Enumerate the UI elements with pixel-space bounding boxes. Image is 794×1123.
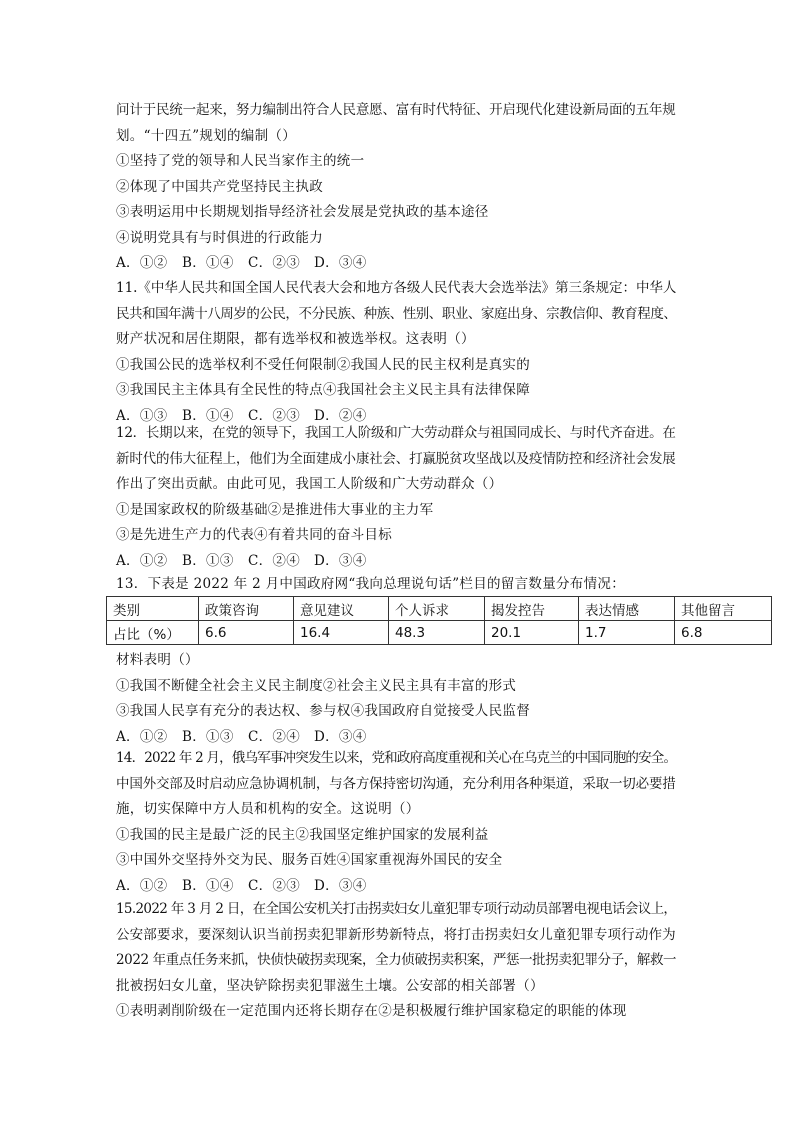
table-header-cell: 个人诉求 <box>389 597 485 621</box>
question-15 <box>116 897 676 1025</box>
answer-options <box>116 251 676 277</box>
question-text-line: 14．2022 年 2 月，俄乌军事冲突发生以来，党和政府高度重视和关心在乌克兰的中国同胞的安全。 <box>116 750 677 766</box>
option-c: C．②④ <box>248 552 301 569</box>
question-14 <box>116 746 676 899</box>
table-cell: 占比（%） <box>107 621 199 645</box>
choice-statement: ④说明党具有与时俱进的行政能力 <box>116 229 323 246</box>
choice-statement: ①是国家政权的阶级基础②是推进伟大事业的主力军 <box>116 501 434 518</box>
option-d: D．③④ <box>314 728 367 745</box>
table-header-cell: 类别 <box>107 597 199 621</box>
choice-statement: ③是先进生产力的代表④有着共同的奋斗目标 <box>116 527 392 543</box>
choice-statement: ①我国不断健全社会主义民主制度②社会主义民主具有丰富的形式 <box>116 677 517 694</box>
option-c: C．②④ <box>248 728 301 745</box>
option-a: A．①② <box>116 552 168 569</box>
question-text-line: 新时代的伟大征程上，他们为全面建成小康社会、打赢脱贫攻坚战以及疫情防控和经济社会发展 <box>116 450 676 467</box>
choice-statement: ②体现了中国共产党坚持民主执政 <box>116 178 323 195</box>
option-a: A．①③ <box>116 407 168 424</box>
table-cell: 20.1 <box>485 621 579 645</box>
table-cell: 48.3 <box>389 621 485 645</box>
option-b: B．①④ <box>182 407 234 424</box>
choice-statement: ①我国公民的选举权利不受任何限制②我国人民的民主权利是真实的 <box>116 356 530 373</box>
choice-statement: ③我国民主主体具有全民性的特点④我国社会主义民主具有法律保障 <box>116 382 530 398</box>
question-13-stem <box>116 572 676 598</box>
question-text-line: 公安部要求，要深刻认识当前拐卖犯罪新形势新特点，将打击拐卖妇女儿童犯罪专项行动作为 <box>116 926 676 943</box>
question-13-body <box>116 648 676 750</box>
option-c: C．②③ <box>248 877 301 894</box>
question-12 <box>116 421 676 574</box>
question-text-line: 2022 年重点任务来抓，快侦快破拐卖现案，全力侦破拐卖积案，严惩一批拐卖犯罪分子，解救一 <box>116 952 677 968</box>
choice-statement: ③我国人民享有充分的表达权、参与权④我国政府自觉接受人民监督 <box>116 703 530 719</box>
answer-options <box>116 874 676 900</box>
choice-statement: ③表明运用中长期规划指导经济社会发展是党执政的基本途径 <box>116 204 489 220</box>
option-b: B．①③ <box>182 552 234 569</box>
question-text-line: 作出了突出贡献。由此可见，我国工人阶级和广大劳动群众（） <box>116 476 503 492</box>
data-table <box>106 596 772 645</box>
question-text-line: 问计于民统一起来，努力编制出符合人民意愿、富有时代特征、开启现代化建设新局面的五年规 <box>116 102 676 118</box>
question-text-line: 13．下表是 2022 年 2 月中国政府网“我向总理说句话”栏目的留言数量分布情况： <box>116 576 625 592</box>
option-a: A．①② <box>116 877 168 894</box>
table-row <box>107 621 772 645</box>
choice-statement: ①我国的民主是最广泛的民主②我国坚定维护国家的发展利益 <box>116 826 489 843</box>
option-b: B．①④ <box>182 877 234 894</box>
option-d: D．③④ <box>314 877 367 894</box>
option-b: B．①③ <box>182 728 234 745</box>
option-d: D．③④ <box>314 552 367 569</box>
table-header-cell: 意见建议 <box>294 597 389 621</box>
table-header-cell: 其他留言 <box>675 597 772 621</box>
question-text-line: 民共和国年满十八周岁的公民，不分民族、种族、性别、职业、家庭出身、宗教信仰、教育程度、 <box>116 305 677 322</box>
question-text-line: 批被拐妇女儿童，坚决铲除拐卖犯罪滋生土壤。公安部的相关部署（） <box>116 977 544 994</box>
option-d: D．②④ <box>314 407 367 424</box>
question-text-line: 划。“十四五”规划的编制（） <box>116 127 297 144</box>
table-header-cell: 政策咨询 <box>199 597 294 621</box>
question-text-line: 12．长期以来，在党的领导下，我国工人阶级和广大劳动群众与祖国同成长、与时代齐奋进。在 <box>116 425 676 441</box>
question-text-line: 材料表明（） <box>116 652 199 668</box>
question-text-line: 11.《中华人民共和国全国人民代表大会和地方各级人民代表大会选举法》第三条规定：中华人 <box>116 280 677 296</box>
option-c: C．②③ <box>248 255 301 271</box>
answer-options <box>116 549 676 575</box>
option-d: D．③④ <box>314 255 367 271</box>
choice-statement: ①坚持了党的领导和人民当家作主的统一 <box>116 153 365 169</box>
option-a: A．①② <box>116 255 168 271</box>
option-a: A．①② <box>116 728 168 745</box>
question-text-line: 中国外交部及时启动应急协调机制，与各方保持密切沟通，充分利用各种渠道，采取一切必要措 <box>116 775 676 792</box>
table-cell: 1.7 <box>579 621 675 645</box>
table-cell: 16.4 <box>294 621 389 645</box>
question-text-line: 15.2022 年 3 月 2 日，在全国公安机关打击拐卖妇女儿童犯罪专项行动动员部署电视电话会议上， <box>116 901 677 917</box>
table-cell: 6.8 <box>675 621 772 645</box>
table-header-cell: 表达情感 <box>579 597 675 621</box>
question-text-line: 财产状况和居住期限，都有选举权和被选举权。这表明（） <box>116 331 475 347</box>
question-11 <box>116 276 676 429</box>
table-header-cell: 揭发控告 <box>485 597 579 621</box>
option-b: B．①④ <box>182 255 234 271</box>
table-cell: 6.6 <box>199 621 294 645</box>
choice-statement: ①表明剥削阶级在一定范围内还将长期存在②是积极履行维护国家稳定的职能的体现 <box>116 1003 627 1019</box>
question-text-line: 施，切实保障中方人员和机构的安全。这说明（） <box>116 801 420 817</box>
table-header-row <box>107 597 772 621</box>
question-10-continued <box>116 98 676 277</box>
choice-statement: ③中国外交坚持外交为民、服务百姓④国家重视海外国民的安全 <box>116 852 503 868</box>
option-c: C．②③ <box>248 407 301 424</box>
